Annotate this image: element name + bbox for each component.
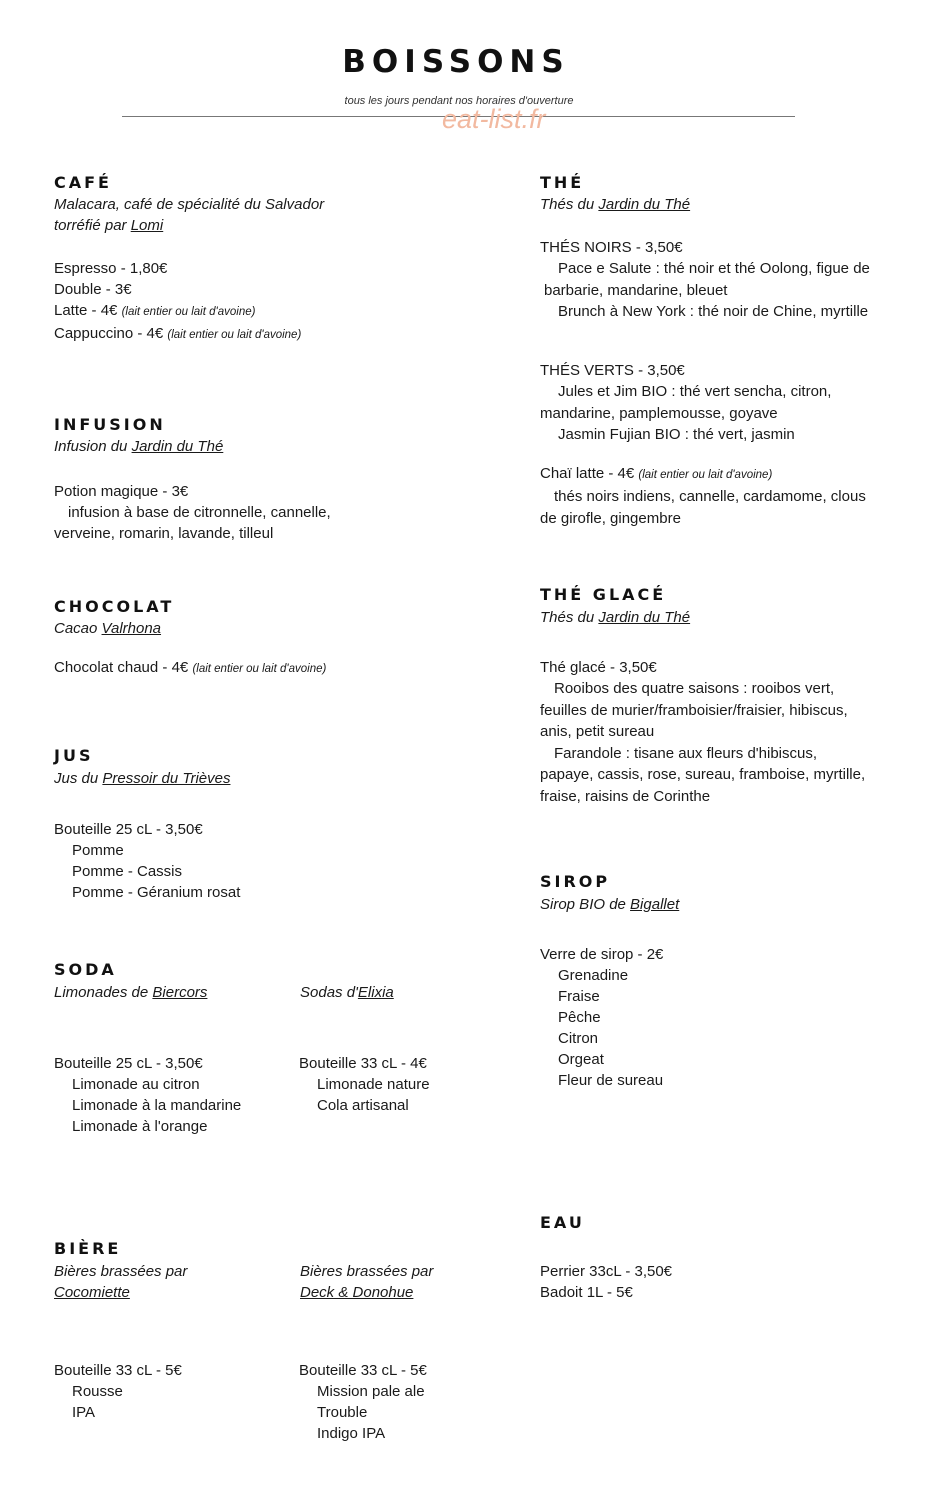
cafe-roaster-link[interactable]: Lomi	[130, 217, 164, 234]
section-subtitle-infusion	[54, 436, 223, 457]
section-subtitle-soda-right	[300, 982, 394, 1003]
menu-item-biere-left: Bouteille 33 cL - 5€	[54, 1362, 182, 1379]
section-heading-cafe: CAFÉ	[54, 173, 112, 192]
rooibos-3: anis, petit sureau	[540, 723, 655, 740]
the-noirs-2: Brunch à New York : thé noir de Chine, myrtille	[558, 303, 869, 320]
cappuccino-name: Cappuccino - 4€	[54, 325, 164, 342]
list-item: Citron	[558, 1030, 599, 1047]
chocolat-chaud-name: Chocolat chaud - 4€	[54, 659, 189, 676]
cappuccino-note: (lait entier ou lait d'avoine)	[167, 329, 302, 341]
menu-item-soda-left: Bouteille 25 cL - 3,50€	[54, 1055, 203, 1072]
the-verts-title: THÉS VERTS - 3,50€	[540, 362, 685, 379]
potion-desc-2: verveine, romarin, lavande, tilleul	[54, 525, 274, 542]
list-item: Limonade nature	[317, 1076, 430, 1093]
list-item: Limonade à l'orange	[72, 1118, 208, 1135]
biere-left-items	[54, 1360, 182, 1423]
the-glace-items	[540, 657, 865, 807]
the-verts-2: Jasmin Fujian BIO : thé vert, jasmin	[558, 426, 795, 443]
infusion-items	[54, 481, 331, 544]
biere-left-line1: Bières brassées par	[54, 1263, 188, 1280]
list-item: IPA	[72, 1404, 96, 1421]
menu-item-soda-right: Bouteille 33 cL - 4€	[299, 1055, 427, 1072]
section-heading-soda: SODA	[54, 960, 117, 979]
list-item: Limonade à la mandarine	[72, 1097, 242, 1114]
rooibos-2: feuilles de murier/framboisier/fraisier, hibiscus,	[540, 701, 848, 719]
list-item: Indigo IPA	[317, 1425, 386, 1442]
biere-right-link[interactable]: Deck & Donohue	[300, 1284, 414, 1301]
sirop-items	[540, 944, 663, 1091]
section-subtitle-biere-right	[300, 1261, 433, 1303]
menu-item-sirop: Verre de sirop - 2€	[540, 946, 664, 963]
section-heading-jus: JUS	[54, 746, 94, 765]
menu-item-badoit: Badoit 1L - 5€	[540, 1284, 633, 1301]
the-chai-desc-2: de girofle, gingembre	[540, 509, 681, 527]
list-item: Limonade au citron	[72, 1076, 200, 1093]
list-item: Fleur de sureau	[558, 1072, 664, 1089]
section-subtitle-sirop	[540, 894, 679, 915]
the-noirs	[540, 237, 870, 323]
sirop-sub-prefix: Sirop BIO de	[540, 896, 631, 913]
list-item: Fraise	[558, 988, 600, 1005]
menu-item-potion-magique: Potion magique - 3€	[54, 483, 189, 500]
list-item: Grenadine	[558, 967, 629, 984]
section-subtitle-the	[540, 194, 690, 215]
menu-item-the-glace: Thé glacé - 3,50€	[540, 659, 657, 676]
list-item: Pêche	[558, 1009, 601, 1026]
rooibos-1: Rooibos des quatre saisons : rooibos vert,	[554, 680, 835, 697]
page-subtitle: tous les jours pendant nos horaires d'ouverture	[344, 95, 574, 107]
menu-item-espresso: Espresso - 1,80€	[54, 260, 168, 277]
section-heading-sirop: SIROP	[540, 872, 611, 891]
section-subtitle-soda-left	[54, 982, 207, 1003]
the-chai	[540, 463, 866, 529]
the-noirs-1a: Pace e Salute : thé noir et thé Oolong, figue de	[558, 260, 870, 277]
biere-left-link[interactable]: Cocomiette	[54, 1284, 130, 1301]
cafe-roaster-prefix: torréfié par	[54, 217, 131, 234]
section-heading-the-glace: THÉ GLACÉ	[540, 585, 667, 604]
chocolat-sub-link[interactable]: Valrhona	[101, 620, 162, 637]
soda-left-items	[54, 1053, 241, 1137]
latte-note: (lait entier ou lait d'avoine)	[121, 306, 256, 318]
section-heading-the: THÉ	[540, 173, 585, 192]
section-subtitle-the-glace	[540, 607, 690, 628]
the-noirs-title: THÉS NOIRS - 3,50€	[540, 239, 683, 256]
eau-items	[540, 1261, 672, 1303]
section-subtitle-jus	[54, 768, 230, 789]
chocolat-sub-prefix: Cacao	[54, 620, 102, 637]
farandole-3: fraise, raisins de Corinthe	[540, 787, 711, 805]
section-heading-chocolat: CHOCOLAT	[54, 597, 175, 616]
potion-desc-1: infusion à base de citronnelle, cannelle,	[68, 504, 331, 521]
watermark: eat-list.fr	[442, 104, 546, 134]
the-verts-1b: mandarine, pamplemousse, goyave	[540, 404, 778, 422]
farandole-1: Farandole : tisane aux fleurs d'hibiscus,	[554, 744, 818, 762]
list-item: Mission pale ale	[317, 1383, 425, 1400]
infusion-sub-prefix: Infusion du	[54, 438, 132, 455]
menu-item-perrier: Perrier 33cL - 3,50€	[540, 1263, 673, 1280]
menu-item-jus-bouteille: Bouteille 25 cL - 3,50€	[54, 821, 203, 838]
list-item: Pomme - Cassis	[72, 863, 183, 880]
section-heading-infusion: INFUSION	[54, 415, 166, 434]
jus-items	[54, 819, 240, 903]
soda-right-prefix: Sodas d'	[300, 984, 358, 1001]
section-heading-biere: BIÈRE	[54, 1239, 122, 1258]
the-sub-prefix: Thés du	[540, 196, 599, 213]
the-verts	[540, 360, 831, 446]
the-noirs-1b: barbarie, mandarine, bleuet	[544, 281, 728, 299]
soda-right-link[interactable]: Elixia	[357, 984, 394, 1001]
list-item: Orgeat	[558, 1051, 604, 1068]
section-subtitle-cafe	[54, 194, 324, 236]
list-item: Trouble	[317, 1404, 368, 1421]
biere-right-items	[299, 1360, 427, 1444]
page-title: BOISSONS	[342, 44, 570, 80]
list-item: Rousse	[72, 1383, 123, 1400]
menu-item-double: Double - 3€	[54, 281, 132, 298]
jus-sub-prefix: Jus du	[54, 770, 103, 787]
section-heading-eau: EAU	[540, 1213, 585, 1232]
farandole-2: papaye, cassis, rose, sureau, framboise, myrtille,	[540, 766, 866, 783]
list-item: Pomme - Géranium rosat	[72, 884, 241, 901]
soda-left-prefix: Limonades de	[54, 984, 153, 1001]
cafe-items	[54, 258, 301, 346]
menu-item-latte	[54, 300, 301, 323]
cafe-roaster	[54, 215, 324, 236]
biere-right-line1: Bières brassées par	[300, 1263, 434, 1280]
list-item: Cola artisanal	[317, 1097, 409, 1114]
the-verts-1a: Jules et Jim BIO : thé vert sencha, citron,	[558, 383, 832, 400]
section-subtitle-biere-left	[54, 1261, 187, 1303]
menu-item-cappuccino	[54, 323, 301, 346]
sirop-sub-link[interactable]: Bigallet	[630, 896, 680, 913]
the-sub-link[interactable]: Jardin du Thé	[598, 196, 691, 213]
jus-sub-link[interactable]: Pressoir du Trièves	[102, 770, 231, 787]
section-subtitle-chocolat	[54, 618, 161, 639]
chai-note: (lait entier ou lait d'avoine)	[638, 469, 773, 481]
menu-item-biere-right: Bouteille 33 cL - 5€	[299, 1362, 427, 1379]
soda-right-items	[299, 1053, 430, 1116]
the-glace-sub-prefix: Thés du	[540, 609, 599, 626]
latte-name: Latte - 4€	[54, 302, 118, 319]
menu-item-chocolat-chaud	[54, 657, 326, 680]
list-item: Pomme	[72, 842, 124, 859]
chai-name: Chaï latte - 4€	[540, 465, 635, 482]
the-chai-title	[540, 463, 866, 486]
infusion-sub-link[interactable]: Jardin du Thé	[131, 438, 224, 455]
chocolat-chaud-note: (lait entier ou lait d'avoine)	[192, 663, 327, 675]
the-chai-desc-1: thés noirs indiens, cannelle, cardamome, clous	[554, 488, 866, 505]
soda-left-link[interactable]: Biercors	[152, 984, 208, 1001]
the-glace-sub-link[interactable]: Jardin du Thé	[598, 609, 691, 626]
cafe-origin: Malacara, café de spécialité du Salvador	[54, 196, 325, 213]
